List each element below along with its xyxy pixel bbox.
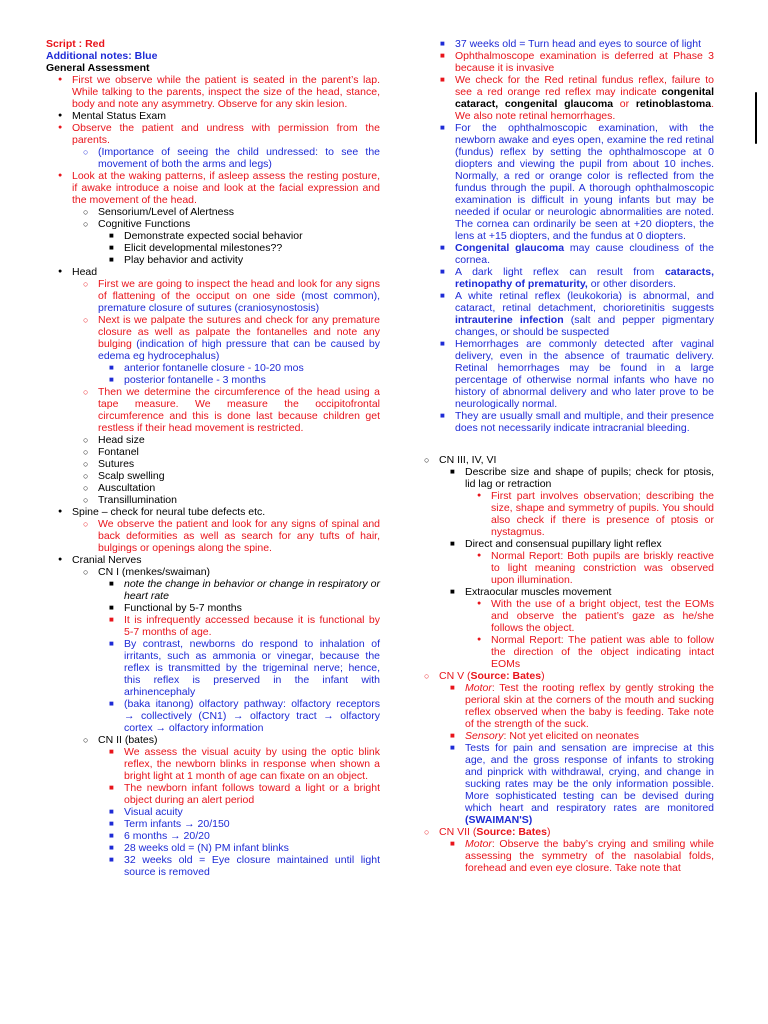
item-text: (salt and pepper pigmentary changes, or should be suspected (455, 314, 714, 338)
list-item: ■ By contrast, newborns do respond to inhalation of irritants, such as ammonia or vinegar, because the reflex is transmitted by the trigeminal nerve; hence, this reflex is preserved in the infant with arhinencephaly (98, 638, 380, 698)
list-item (439, 742, 714, 826)
emphasis-text: (SWAIMAN'S) (465, 814, 533, 826)
emphasis-text: retinoblastoma (635, 98, 712, 110)
item-text: Observe the patient and undress with permission from the parents. (72, 122, 380, 146)
list-item (439, 466, 714, 538)
list-item: ○ Transillumination (72, 494, 380, 506)
list-item (72, 566, 380, 734)
item-text: . We also note retinal hemorrhages. (455, 98, 714, 122)
item-text: Extraocular muscles movement (465, 586, 612, 598)
item-text: may cause cloudiness of the cornea. (455, 242, 714, 266)
list-item: ■ 37 weeks old = Turn head and eyes to source of light (429, 38, 714, 50)
list-item (439, 730, 714, 742)
emphasis-text: Source: Bates (476, 826, 547, 838)
item-text: or other disorders. (587, 278, 676, 290)
list-item: ● Mental Status Exam (46, 110, 380, 122)
item-text: Cranial Nerves (72, 554, 142, 566)
list-item: ■ Functional by 5-7 months (98, 602, 380, 614)
cn-list-continued (413, 454, 714, 874)
item-text: Next is we palpate the sutures and check for any premature closure as well as palpate the fontanelles and note any bulging (98, 314, 380, 350)
list-item (429, 74, 714, 122)
italic-label: Motor (465, 838, 492, 850)
item-text: Cognitive Functions (98, 218, 191, 230)
item-text: CN III, IV, VI (439, 454, 497, 466)
list-item: ● With the use of a bright object, test the EOMs and observe the patient’s gaze as he/she follows the object. (465, 598, 714, 634)
list-item (46, 170, 380, 266)
item-text: CN V ( (439, 670, 471, 682)
list-item: ○ Then we determine the circumference of the head using a tape measure. We measure the occipitofrontal circumference and this is done last because children get restless if their head movement is restricted. (72, 386, 380, 434)
list-item: ■ Play behavior and activity (98, 254, 380, 266)
item-text: : Observe the baby’s crying and smiling while assessing the symmetry of the nasolabial folds, forehead and even eye closure. Take note that (465, 838, 714, 874)
italic-label: Motor (465, 682, 492, 694)
list-item: ■ Ophthalmoscope examination is deferred at Phase 3 because it is invasive (429, 50, 714, 74)
list-item: ○ Scalp swelling (72, 470, 380, 482)
left-column (46, 38, 380, 878)
list-item: ■ 28 weeks old = (N) PM infant blinks (98, 842, 380, 854)
item-text: A white retinal reflex (leukokoria) is abnormal, and cataract, retinal detachment, chorioretinitis suggests (455, 290, 714, 314)
list-item: ■ The newborn infant follows toward a light or a bright object during an alert period (98, 782, 380, 806)
item-text: or (613, 98, 636, 110)
list-item (72, 734, 380, 878)
list-item: ■ Visual acuity (98, 806, 380, 818)
item-text: A dark light reflex can result from (455, 266, 665, 278)
emphasis-text: congenital cataract, congenital glaucoma (455, 86, 714, 110)
item-text: Look at the waking patterns, if asleep assess the resting posture, if awake introduce a noise and look at the facial expression and the movement of the head. (72, 170, 380, 206)
section-title: General Assessment (46, 62, 150, 74)
list-item: ○ Sutures (72, 458, 380, 470)
general-assessment-list (46, 74, 380, 878)
list-item: ■ It is infrequently accessed because it is functional by 5-7 months of age. (98, 614, 380, 638)
list-item (413, 826, 714, 874)
item-text: ) (546, 826, 551, 838)
list-item (413, 454, 714, 670)
document-header (46, 38, 380, 74)
item-text: CN II (bates) (98, 734, 158, 746)
margin-mark (755, 92, 757, 144)
item-text: : Test the rooting reflex by gently stroking the perioral skin at the corners of the mouth and sucking reflex observed when the baby is feeding. Take note of the strength of the suck. (465, 682, 714, 730)
item-text: : Not yet elicited on neonates (503, 730, 639, 742)
list-item: ■ Hemorrhages are commonly detected after vaginal delivery, even in the absence of traumatic delivery. Retinal hemorrhages may be found in a large percentage of otherwise normal infants who have no history of abnormal delivery and who later prove to be neurologically normal. (429, 338, 714, 410)
script-legend: Script : Red (46, 38, 105, 50)
list-item: ■ Elicit developmental milestones?? (98, 242, 380, 254)
note-text: (indication of high pressure that can be caused by edema eg hydrocephalus) (98, 338, 380, 362)
emphasis-text: cataracts, retinopathy of prematurity, (455, 266, 714, 290)
list-item: ● Normal Report: Both pupils are briskly reactive to light meaning constriction was observed upon illumination. (465, 550, 714, 586)
right-column (429, 38, 714, 874)
list-item (439, 682, 714, 730)
list-item (72, 218, 380, 266)
list-item: ● First we observe while the patient is seated in the parent’s lap. While talking to the parents, inspect the size of the head, stance, body and note any asymmetry. Observe for any skin lesion. (46, 74, 380, 110)
item-text: First we are going to inspect the head and look for any signs of flattening of the occiput on one side (98, 278, 380, 302)
list-item: ■ 32 weeks old = Eye closure maintained until light source is removed (98, 854, 380, 878)
list-item: ■ Term infants → 20/150 (98, 818, 380, 830)
list-item (46, 554, 380, 878)
item-text: Spine – check for neural tube defects etc. (72, 506, 266, 518)
list-item: ● Normal Report: The patient was able to follow the direction of the object indicating intact EOMs (465, 634, 714, 670)
list-item (439, 538, 714, 586)
list-item (46, 122, 380, 170)
emphasis-text: Source: Bates (470, 670, 542, 682)
item-text: We check for the Red retinal fundus reflex, failure to see a red orange red reflex may indicate (455, 74, 714, 98)
list-item (429, 266, 714, 290)
note-text: (most common), premature closure of sutures (craniosynostosis) (98, 290, 381, 314)
list-item: ■ note the change in behavior or change in respiratory or heart rate (98, 578, 380, 602)
list-item (439, 838, 714, 874)
item-text: CN I (menkes/swaiman) (98, 566, 211, 578)
list-item: ○ Fontanel (72, 446, 380, 458)
list-item: ● First part involves observation; describing the size, shape and symmetry of pupils. You should also check if there is presence of ptosis or nystagmus. (465, 490, 714, 538)
list-item: ○ Head size (72, 434, 380, 446)
list-item (72, 278, 380, 314)
list-item: ■ We assess the visual acuity by using the optic blink reflex, the newborn blinks in response when shown a bright light at 1 month of age can fixate on an object. (98, 746, 380, 782)
list-item (72, 314, 380, 386)
list-item: ○ (Importance of seeing the child undressed: to see the movement of both the arms and legs) (72, 146, 380, 170)
list-item (429, 242, 714, 266)
list-item: ■ Demonstrate expected social behavior (98, 230, 380, 242)
list-item: ■ (baka itanong) olfactory pathway: olfactory receptors → collectively (CN1) → olfactory tract → olfactory cortex → olfactory information (98, 698, 380, 734)
list-item: ○ Sensorium/Level of Alertness (72, 206, 380, 218)
list-item (429, 290, 714, 338)
item-text: Describe size and shape of pupils; check for ptosis, lid lag or retraction (465, 466, 714, 490)
list-item (46, 506, 380, 554)
list-item (439, 586, 714, 670)
list-item (46, 266, 380, 506)
emphasis-text: intrauterine infection (455, 314, 564, 326)
emphasis-text: Congenital glaucoma (455, 242, 565, 254)
list-item: ■ 6 months → 20/20 (98, 830, 380, 842)
cn2-continued-list (429, 38, 714, 434)
item-text: Tests for pain and sensation are imprecise at this age, and the gross response of infants to stroking and pinprick with withdrawal, crying, and change in sucking rates may be the only information possible. More sophisticated testing can be devised during which heart and respiratory rates are monitored (465, 742, 714, 814)
list-item: ○ Auscultation (72, 482, 380, 494)
notes-legend: Additional notes: Blue (46, 50, 158, 62)
list-item: ■ posterior fontanelle - 3 months (98, 374, 380, 386)
item-text: Direct and consensual pupillary light reflex (465, 538, 662, 550)
list-item: ■ anterior fontanelle closure - 10-20 mos (98, 362, 380, 374)
list-item (413, 670, 714, 826)
list-item: ■ They are usually small and multiple, and their presence does not necessarily indicate intracranial bleeding. (429, 410, 714, 434)
item-text: ) (541, 670, 545, 682)
list-item: ○ We observe the patient and look for any signs of spinal and back deformities as well as search for any tufts of hair, bulgings or openings along the spine. (72, 518, 380, 554)
italic-label: Sensory (465, 730, 504, 742)
item-text: CN VII ( (439, 826, 477, 838)
list-item: ■ For the ophthalmoscopic examination, with the newborn awake and eyes open, examine the red retinal (fundus) reflex by setting the ophthalmoscope at 0 diopters and viewing the pupil from about 10 inches. Normally, a red or orange color is reflected from the fundus through the pupil. A thorough ophthalmoscopic examination is difficult in young infants but may be needed if ocular or neurologic abnormalities are noted. The cornea can ordinarily be seen at +20 diopters, the lens at +15 diopters, and the fundus at 0 diopters. (429, 122, 714, 242)
item-text: Head (72, 266, 98, 278)
